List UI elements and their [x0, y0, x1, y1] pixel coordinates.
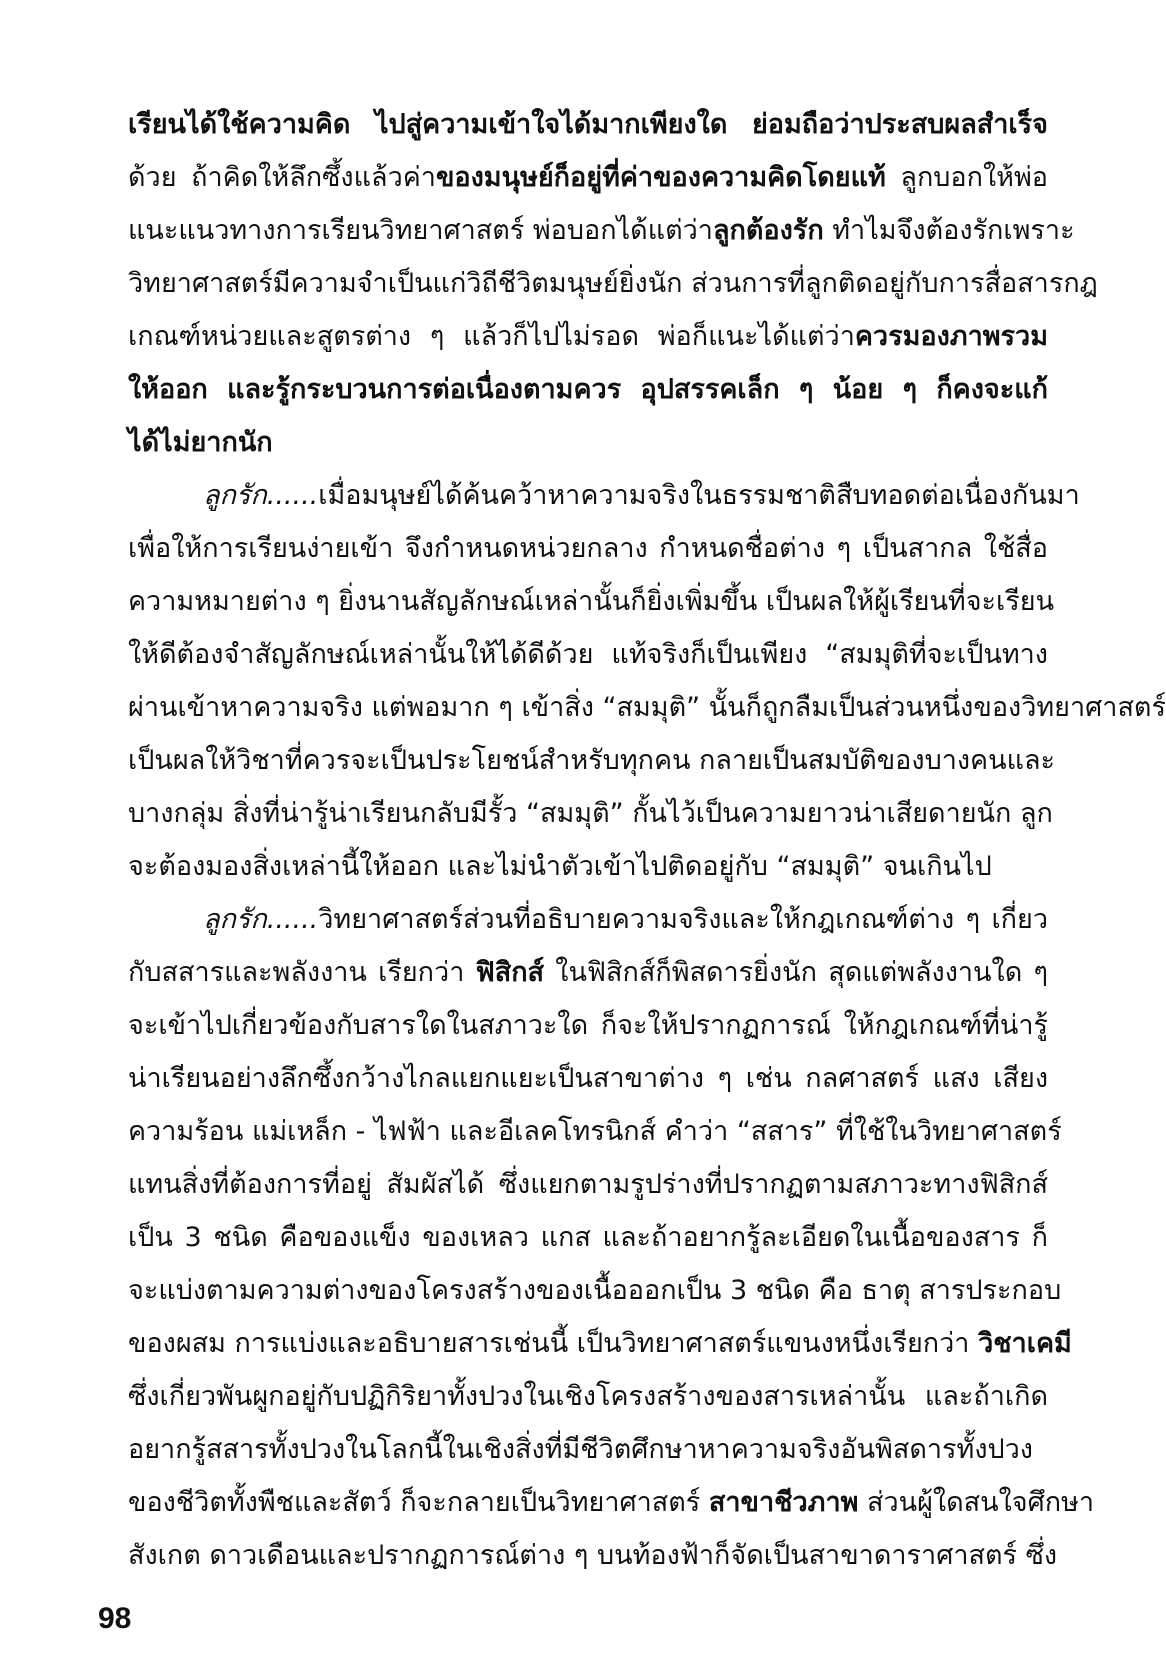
text-line — [128, 893, 1048, 946]
text-line — [128, 575, 1055, 628]
text-line — [128, 787, 1053, 840]
text-line — [128, 1264, 1062, 1317]
text-segment: ของมนุษย์ก็อยู่ที่ค่าของความคิดโดยแท้ — [435, 162, 886, 193]
text-segment: ด้วย ถ้าคิดให้ลึกซึ้งแล้วค่า — [128, 162, 436, 193]
text-segment: ได้ไม่ยากนัก — [128, 427, 273, 458]
text-segment: เมื่อมนุษย์ได้ค้นคว้าหาความจริงในธรรมชาติสืบทอดต่อเนื่องกันมา — [318, 480, 1080, 511]
text-line — [128, 98, 1048, 151]
text-line — [128, 416, 1048, 469]
text-line — [128, 1211, 1048, 1264]
text-segment: ลูกรัก...... — [203, 904, 319, 935]
text-segment: สังเกต ดาวเดือนและปรากฏการณ์ต่าง ๆ บนท้องฟ้าก็จัดเป็นสาขาดาราศาสตร์ ซึ่ง — [128, 1540, 1058, 1571]
text-segment: วิทยาศาสตร์มีความจำเป็นแก่วิถีชีวิตมนุษย์ยิ่งนัก ส่วนการที่ลูกติดอยู่กับการสื่อสารกฎ — [128, 268, 1098, 299]
text-line — [128, 1105, 1062, 1158]
text-segment: ส่วนผู้ใดสนใจศึกษา — [858, 1487, 1095, 1518]
text-segment: จะต้องมองสิ่งเหล่านี้ให้ออก และไม่นำตัวเข้าไปติดอยู่กับ “สมมุติ” จนเกินไป — [128, 851, 992, 882]
text-segment: ความร้อน แม่เหล็ก - ไฟฟ้า และอีเลคโทรนิกส์ คำว่า “สสาร” ที่ใช้ในวิทยาศาสตร์ — [128, 1116, 1062, 1147]
text-segment: เป็นผลให้วิชาที่ควรจะเป็นประโยชน์สำหรับทุกคน กลายเป็นสมบัติของบางคนและ — [128, 745, 1056, 776]
text-line — [128, 204, 1075, 257]
text-segment: สาขาชีวภาพ — [708, 1487, 859, 1518]
text-line — [128, 628, 1048, 681]
text-line — [128, 681, 1166, 734]
text-line — [128, 469, 1080, 522]
text-line — [128, 1423, 1048, 1476]
text-segment: บางกลุ่ม สิ่งที่น่ารู้น่าเรียนกลับมีรั้ว “สมมุติ” กั้นไว้เป็นความยาวน่าเสียดายนัก ลูก — [128, 798, 1053, 829]
body-text — [128, 98, 1166, 1582]
text-segment: วิทยาศาสตร์ส่วนที่อธิบายความจริงและให้กฎเกณฑ์ต่าง ๆ เกี่ยว — [318, 904, 1048, 935]
text-segment: ผ่านเข้าหาความจริง แต่พอมาก ๆ เข้าสิ่ง “สมมุติ” นั้นก็ถูกลืมเป็นส่วนหนึ่งของวิทยาศาสตร์ — [128, 692, 1166, 723]
text-line — [128, 363, 1048, 416]
text-segment: วิชาเคมี — [978, 1328, 1072, 1359]
text-segment: จะเข้าไปเกี่ยวข้องกับสารใดในสภาวะใด ก็จะให้ปรากฏการณ์ ให้กฎเกณฑ์ที่น่ารู้ — [128, 1010, 1048, 1041]
text-segment: ให้ดีต้องจำสัญลักษณ์เหล่านั้นให้ได้ดีด้วย แท้จริงก็เป็นเพียง “สมมุติที่จะเป็นทาง — [128, 639, 1048, 670]
text-line — [128, 1370, 1048, 1423]
text-segment: ฟิสิกส์ — [475, 957, 545, 988]
text-segment: ลูกรัก...... — [203, 480, 319, 511]
text-line — [128, 734, 1056, 787]
text-segment: จะแบ่งตามความต่างของโครงสร้างของเนื้อออกเป็น 3 ชนิด คือ ธาตุ สารประกอบ — [128, 1275, 1062, 1306]
page-number: 98 — [98, 1602, 132, 1635]
text-segment: ซึ่งเกี่ยวพันผูกอยู่กับปฏิกิริยาทั้งปวงในเชิงโครงสร้างของสารเหล่านั้น และถ้าเกิด — [128, 1381, 1048, 1412]
text-line — [128, 1317, 1072, 1370]
text-segment: ความหมายต่าง ๆ ยิ่งนานสัญลักษณ์เหล่านั้นก็ยิ่งเพิ่มขึ้น เป็นผลให้ผู้เรียนที่จะเรียน — [128, 586, 1055, 617]
text-line — [128, 257, 1098, 310]
text-line — [128, 522, 1048, 575]
text-segment: แทนสิ่งที่ต้องการที่อยู่ สัมผัสได้ ซึ่งแยกตามรูปร่างที่ปรากฏตามสภาวะทางฟิสิกส์ — [128, 1169, 1048, 1200]
text-segment: ทำไมจึงต้องรักเพราะ — [823, 215, 1075, 246]
text-segment: ลูกบอกให้พ่อ — [885, 162, 1048, 193]
text-segment: ให้ออก และรู้กระบวนการต่อเนื่องตามควร อุปสรรคเล็ก ๆ น้อย ๆ ก็คงจะแก้ — [128, 374, 1048, 405]
text-segment: ของผสม การแบ่งและอธิบายสารเช่นนี้ เป็นวิทยาศาสตร์แขนงหนึ่งเรียกว่า — [128, 1328, 979, 1359]
text-line — [128, 999, 1048, 1052]
text-line — [128, 946, 1048, 999]
text-segment: แนะแนวทางการเรียนวิทยาศาสตร์ พ่อบอกได้แต่ว่า — [128, 215, 713, 246]
text-segment: เกณฑ์หน่วยและสูตรต่าง ๆ แล้วก็ไปไม่รอด พ่อก็แนะได้แต่ว่า — [128, 321, 855, 352]
text-segment: ของชีวิตทั้งพืชและสัตว์ ก็จะกลายเป็นวิทยาศาสตร์ — [128, 1487, 709, 1518]
text-line — [128, 1052, 1048, 1105]
text-segment: เป็น 3 ชนิด คือของแข็ง ของเหลว แกส และถ้าอยากรู้ละเอียดในเนื้อของสาร ก็ — [128, 1222, 1048, 1253]
text-segment: ในฟิสิกส์ก็พิสดารยิ่งนัก สุดแต่พลังงานใด ๆ — [544, 957, 1048, 988]
text-line — [128, 1529, 1058, 1582]
text-line — [128, 151, 1048, 204]
text-segment: เพื่อให้การเรียนง่ายเข้า จึงกำหนดหน่วยกลาง กำหนดชื่อต่าง ๆ เป็นสากล ใช้สื่อ — [128, 533, 1048, 564]
text-segment: อยากรู้สสารทั้งปวงในโลกนี้ในเชิงสิ่งที่มีชีวิตศึกษาหาความจริงอันพิสดารทั้งปวง — [128, 1434, 1033, 1465]
text-line — [128, 840, 1048, 893]
text-line — [128, 1158, 1048, 1211]
text-segment: น่าเรียนอย่างลึกซึ้งกว้างไกลแยกแยะเป็นสาขาต่าง ๆ เช่น กลศาสตร์ แสง เสียง — [128, 1063, 1048, 1094]
text-line — [128, 1476, 1095, 1529]
text-line — [128, 310, 1048, 363]
text-segment: ควรมองภาพรวม — [854, 321, 1048, 352]
text-segment: ลูกต้องรัก — [712, 215, 824, 246]
text-segment: เรียนได้ใช้ความคิด ไปสู่ความเข้าใจได้มากเพียงใด ย่อมถือว่าประสบผลสำเร็จ — [128, 109, 1048, 140]
text-segment: กับสสารและพลังงาน เรียกว่า — [128, 957, 476, 988]
